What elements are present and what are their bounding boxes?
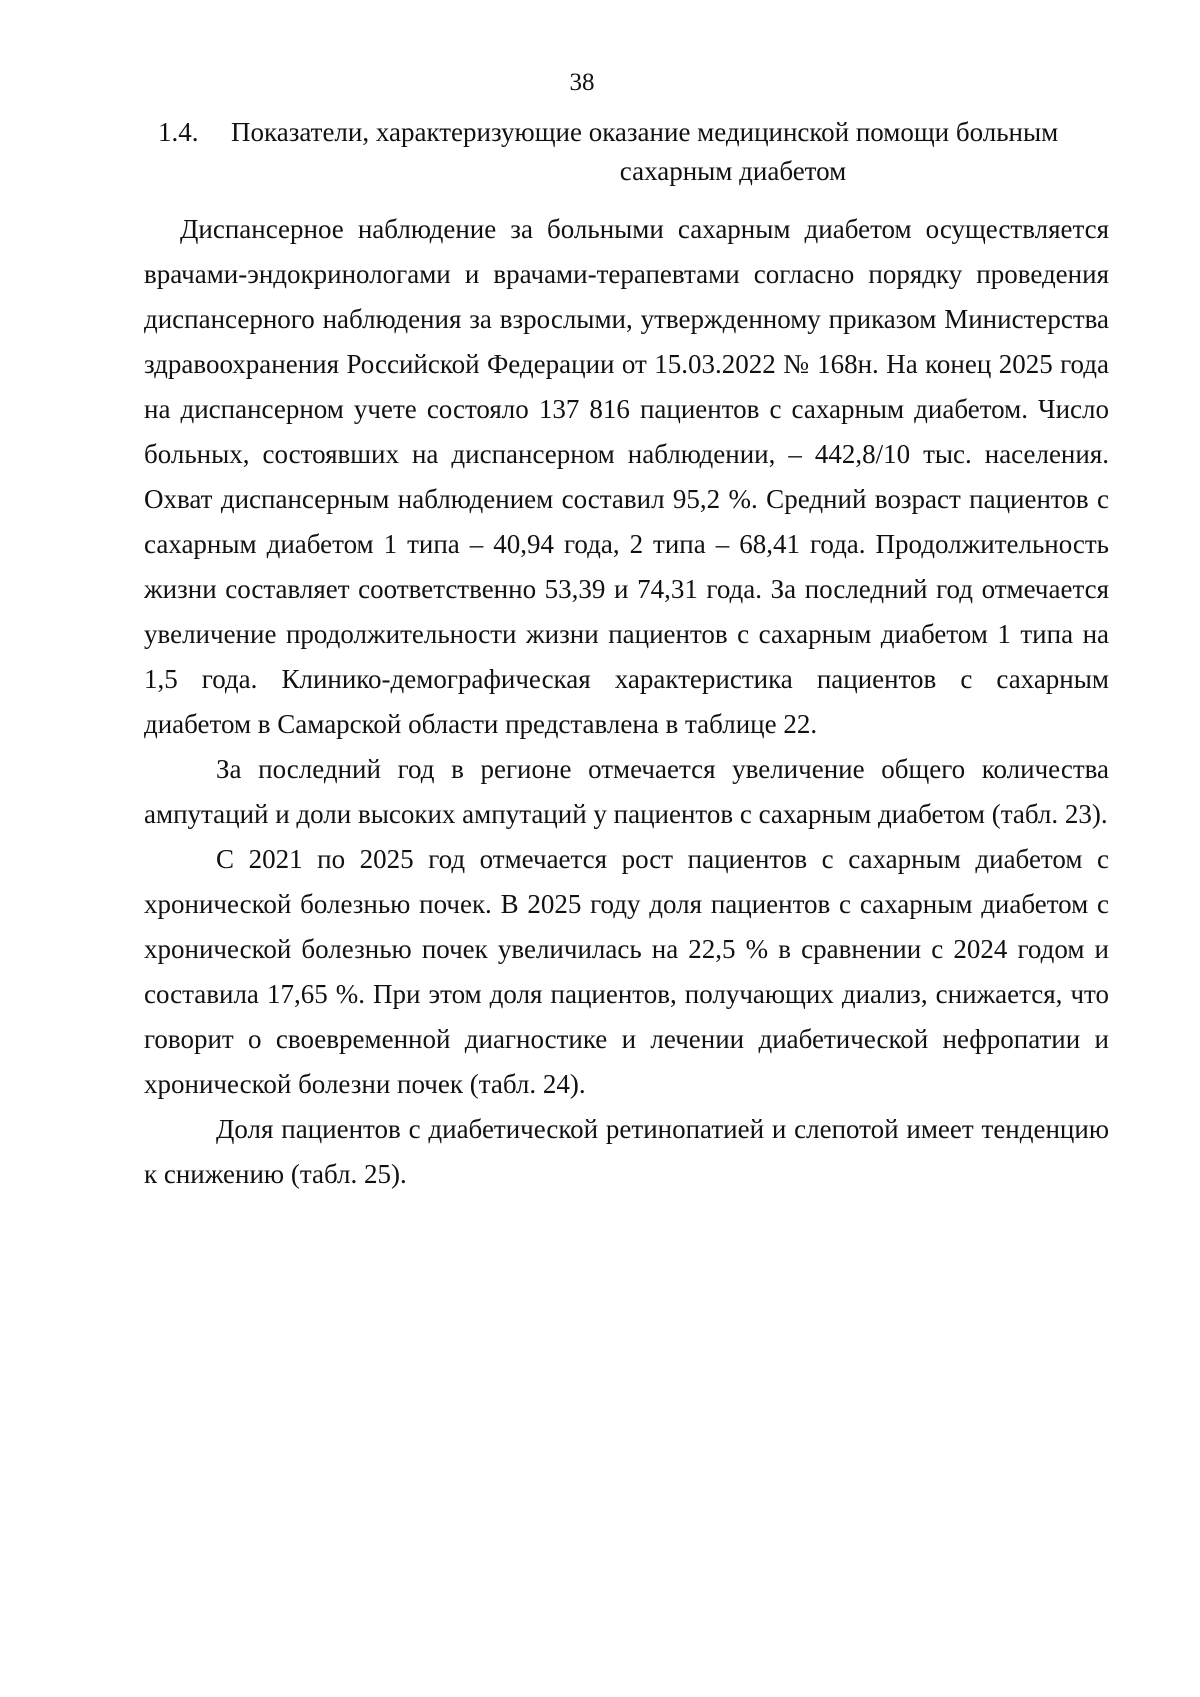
section-heading — [158, 113, 1098, 191]
paragraph-dispensary-observation: Диспансерное наблюдение за больными сахарным диабетом осуществляется врачами-эндокринологами и врачами-терапевтами согласно порядку проведения диспансерного наблюдения за взрослыми, утвержденному приказом Министерства здравоохранения Российской Федерации от 15.03.2022 № 168н. На конец 2025 года на диспансерном учете состояло 137 816 пациентов с сахарным диабетом. Число больных, состоявших на диспансерном наблюдении, – 442,8/10 тыс. населения. Охват диспансерным наблюдением составил 95,2 %. Средний возраст пациентов с сахарным диабетом 1 типа – 40,94 года, 2 типа – 68,41 года. Продолжительность жизни составляет соответственно 53,39 и 74,31 года. За последний год отмечается увеличение продолжительности жизни пациентов с сахарным диабетом 1 типа на 1,5 года. Клинико-демографическая характеристика пациентов с сахарным диабетом в Самарской области представлена в таблице 22. — [144, 214, 1109, 739]
section-heading-line1 — [158, 113, 1098, 152]
section-title-line1: Показатели, характеризующие оказание медицинской помощи больным — [231, 117, 1059, 147]
paragraph-amputations: За последний год в регионе отмечается увеличение общего количества ампутаций и доли высоких ампутаций у пациентов с сахарным диабетом (табл. 23). — [144, 754, 1109, 829]
body-text — [144, 207, 1109, 1197]
section-number: 1.4. — [158, 117, 199, 147]
paragraph-kidney-disease: С 2021 по 2025 год отмечается рост пациентов с сахарным диабетом с хронической болезнью почек. В 2025 году доля пациентов с сахарным диабетом с хронической болезнью почек увеличилась на 22,5 % в сравнении с 2024 годом и составила 17,65 %. При этом доля пациентов, получающих диализ, снижается, что говорит о своевременной диагностике и лечении диабетической нефропатии и хронической болезни почек (табл. 24). — [144, 844, 1109, 1099]
paragraph-retinopathy: Доля пациентов с диабетической ретинопатией и слепотой имеет тенденцию к снижению (табл. 25). — [144, 1114, 1109, 1189]
section-title-line2: сахарным диабетом — [619, 156, 847, 186]
page-number: 38 — [569, 69, 595, 96]
